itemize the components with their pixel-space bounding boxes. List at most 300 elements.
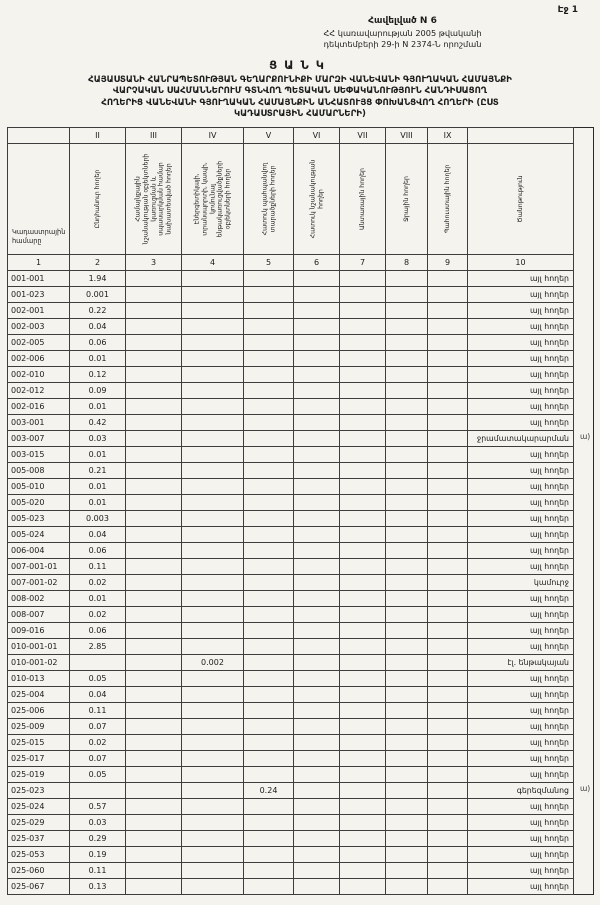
- value-cell: [294, 718, 340, 734]
- column-header-label: Հատուկ նշանակության հողեր: [308, 159, 324, 239]
- value-cell: [340, 878, 386, 894]
- margin-spacer: [574, 270, 594, 286]
- value-cell: [294, 302, 340, 318]
- value-cell: [428, 446, 468, 462]
- value-cell: [428, 414, 468, 430]
- value-cell: [428, 622, 468, 638]
- table-row: [8, 590, 594, 606]
- value-cell: [294, 622, 340, 638]
- value-cell: [340, 446, 386, 462]
- note-cell: այլ հողեր: [468, 766, 574, 782]
- value-cell: [244, 350, 294, 366]
- cadastral-number: 005-010: [8, 478, 70, 494]
- margin-spacer: [574, 654, 594, 670]
- value-cell: [244, 686, 294, 702]
- note-cell: կամուրջ: [468, 574, 574, 590]
- value-cell: [244, 846, 294, 862]
- column-roman-numeral: [468, 127, 574, 143]
- value-cell: 0.06: [70, 622, 126, 638]
- value-cell: 0.01: [70, 590, 126, 606]
- value-cell: [428, 286, 468, 302]
- value-cell: [126, 510, 182, 526]
- value-cell: [294, 670, 340, 686]
- value-cell: [182, 302, 244, 318]
- value-cell: [428, 494, 468, 510]
- value-cell: [126, 366, 182, 382]
- cadastral-number: 025-029: [8, 814, 70, 830]
- value-cell: 0.42: [70, 414, 126, 430]
- value-cell: [428, 542, 468, 558]
- margin-spacer: [574, 686, 594, 702]
- column-roman-numeral: [8, 127, 70, 143]
- value-cell: [386, 366, 428, 382]
- table-row: [8, 302, 594, 318]
- value-cell: [386, 430, 428, 446]
- value-cell: [340, 750, 386, 766]
- value-cell: [428, 830, 468, 846]
- value-cell: 0.06: [70, 542, 126, 558]
- margin-spacer: [574, 558, 594, 574]
- table-row: [8, 638, 594, 654]
- value-cell: [244, 270, 294, 286]
- value-cell: [294, 366, 340, 382]
- cadastral-number: 002-010: [8, 366, 70, 382]
- value-cell: [244, 334, 294, 350]
- cadastral-number: 010-001-01: [8, 638, 70, 654]
- value-cell: [340, 350, 386, 366]
- column-number: 3: [126, 254, 182, 270]
- note-cell: այլ հողեր: [468, 366, 574, 382]
- value-cell: [182, 766, 244, 782]
- value-cell: [126, 622, 182, 638]
- cadastral-number: 007-001-01: [8, 558, 70, 574]
- value-cell: [340, 798, 386, 814]
- value-cell: [294, 798, 340, 814]
- value-cell: [244, 622, 294, 638]
- value-cell: 0.002: [182, 654, 244, 670]
- value-cell: [126, 350, 182, 366]
- note-cell: այլ հողեր: [468, 558, 574, 574]
- value-cell: 0.13: [70, 878, 126, 894]
- value-cell: [182, 798, 244, 814]
- table-row: [8, 270, 594, 286]
- value-cell: [428, 318, 468, 334]
- table-row: [8, 350, 594, 366]
- value-cell: [386, 702, 428, 718]
- value-cell: 0.01: [70, 350, 126, 366]
- value-cell: [386, 878, 428, 894]
- cadastral-number: 009-016: [8, 622, 70, 638]
- value-cell: [294, 686, 340, 702]
- value-cell: [126, 830, 182, 846]
- margin-spacer: [574, 334, 594, 350]
- table-row: [8, 654, 594, 670]
- value-cell: [428, 382, 468, 398]
- cadastral-number: 002-012: [8, 382, 70, 398]
- value-cell: [244, 558, 294, 574]
- value-cell: 0.02: [70, 574, 126, 590]
- value-cell: 0.03: [70, 430, 126, 446]
- value-cell: [386, 718, 428, 734]
- column-number: 9: [428, 254, 468, 270]
- value-cell: [244, 702, 294, 718]
- value-cell: [428, 462, 468, 478]
- value-cell: [126, 750, 182, 766]
- value-cell: [126, 878, 182, 894]
- value-cell: [244, 414, 294, 430]
- value-cell: [126, 766, 182, 782]
- cadastral-number: 025-017: [8, 750, 70, 766]
- note-cell: այլ հողեր: [468, 318, 574, 334]
- value-cell: [340, 494, 386, 510]
- value-cell: [340, 574, 386, 590]
- value-cell: [428, 814, 468, 830]
- cadastral-number: 006-004: [8, 542, 70, 558]
- value-cell: [428, 734, 468, 750]
- value-cell: [386, 686, 428, 702]
- value-cell: [126, 846, 182, 862]
- value-cell: [340, 366, 386, 382]
- value-cell: [340, 510, 386, 526]
- value-cell: [126, 718, 182, 734]
- cadastral-number: 008-002: [8, 590, 70, 606]
- roman-numeral-row: [8, 127, 594, 143]
- value-cell: [244, 430, 294, 446]
- value-cell: [428, 878, 468, 894]
- note-cell: այլ հողեր: [468, 398, 574, 414]
- cadastral-number: 005-020: [8, 494, 70, 510]
- value-cell: [340, 590, 386, 606]
- value-cell: 0.11: [70, 702, 126, 718]
- cadastral-number: 003-015: [8, 446, 70, 462]
- value-cell: [386, 270, 428, 286]
- value-cell: [126, 446, 182, 462]
- cadastral-number: 025-037: [8, 830, 70, 846]
- value-cell: [386, 334, 428, 350]
- value-cell: [294, 494, 340, 510]
- table-row: [8, 430, 594, 446]
- value-cell: [126, 702, 182, 718]
- cadastral-number: 025-009: [8, 718, 70, 734]
- value-cell: [428, 638, 468, 654]
- value-cell: 0.09: [70, 382, 126, 398]
- value-cell: [294, 878, 340, 894]
- note-cell: այլ հողեր: [468, 542, 574, 558]
- value-cell: 0.05: [70, 670, 126, 686]
- cadastral-number: 008-007: [8, 606, 70, 622]
- margin-spacer: [574, 143, 594, 254]
- value-cell: [340, 526, 386, 542]
- note-cell: այլ հողեր: [468, 414, 574, 430]
- value-cell: [182, 366, 244, 382]
- value-cell: [182, 494, 244, 510]
- value-cell: [428, 526, 468, 542]
- cadastral-number: 002-016: [8, 398, 70, 414]
- margin-spacer: [574, 350, 594, 366]
- cadastral-number: 003-001: [8, 414, 70, 430]
- value-cell: [294, 750, 340, 766]
- value-cell: 0.01: [70, 494, 126, 510]
- cadastral-number: 002-006: [8, 350, 70, 366]
- column-header-label: Անտառային հողեր: [358, 168, 366, 230]
- page-number: Էջ 1: [557, 5, 578, 15]
- note-cell: այլ հողեր: [468, 382, 574, 398]
- value-cell: [182, 846, 244, 862]
- note-cell: այլ հողեր: [468, 590, 574, 606]
- column-roman-numeral: II: [70, 127, 126, 143]
- value-cell: [294, 318, 340, 334]
- note-cell: այլ հողեր: [468, 670, 574, 686]
- value-cell: [294, 702, 340, 718]
- cadastral-number: 025-024: [8, 798, 70, 814]
- column-header: [386, 143, 428, 254]
- value-cell: [340, 302, 386, 318]
- land-table: [7, 127, 594, 895]
- cadastral-number: 025-060: [8, 862, 70, 878]
- cadastral-number: 001-023: [8, 286, 70, 302]
- column-number: 7: [340, 254, 386, 270]
- value-cell: [244, 526, 294, 542]
- value-cell: [386, 862, 428, 878]
- value-cell: [126, 686, 182, 702]
- value-cell: 0.07: [70, 750, 126, 766]
- value-cell: [182, 446, 244, 462]
- value-cell: [340, 478, 386, 494]
- value-cell: [294, 286, 340, 302]
- table-row: [8, 814, 594, 830]
- value-cell: [182, 318, 244, 334]
- value-cell: [428, 766, 468, 782]
- cadastral-number: 005-024: [8, 526, 70, 542]
- table-row: [8, 670, 594, 686]
- table-row: [8, 798, 594, 814]
- value-cell: [182, 590, 244, 606]
- column-header-label: Էներգետիկայի, տրանսպորտի, կապի, կոմունալ ենթակառուցվածքների օբյեկտների հողեր: [193, 160, 232, 238]
- value-cell: [386, 622, 428, 638]
- cadastral-number: 025-067: [8, 878, 70, 894]
- table-row: [8, 382, 594, 398]
- value-cell: [244, 478, 294, 494]
- value-cell: [126, 398, 182, 414]
- value-cell: [182, 526, 244, 542]
- note-cell: այլ հողեր: [468, 862, 574, 878]
- value-cell: [386, 350, 428, 366]
- value-cell: [340, 734, 386, 750]
- value-cell: [294, 462, 340, 478]
- note-cell: այլ հողեր: [468, 286, 574, 302]
- value-cell: [340, 414, 386, 430]
- note-cell: այլ հողեր: [468, 350, 574, 366]
- value-cell: [294, 574, 340, 590]
- column-number: 8: [386, 254, 428, 270]
- note-cell: այլ հողեր: [468, 718, 574, 734]
- margin-spacer: [574, 702, 594, 718]
- value-cell: [386, 494, 428, 510]
- margin-spacer: [574, 366, 594, 382]
- value-cell: [340, 622, 386, 638]
- value-cell: [386, 846, 428, 862]
- value-cell: [126, 334, 182, 350]
- cadastral-number: 025-015: [8, 734, 70, 750]
- value-cell: [340, 702, 386, 718]
- value-cell: [182, 558, 244, 574]
- value-cell: [126, 654, 182, 670]
- margin-spacer: [574, 814, 594, 830]
- value-cell: [182, 350, 244, 366]
- value-cell: [294, 398, 340, 414]
- note-cell: այլ հողեր: [468, 814, 574, 830]
- value-cell: [428, 270, 468, 286]
- column-roman-numeral: VIII: [386, 127, 428, 143]
- value-cell: [244, 398, 294, 414]
- margin-annotation: ա): [580, 432, 591, 441]
- margin-spacer: [574, 750, 594, 766]
- margin-spacer: [574, 718, 594, 734]
- column-roman-numeral: IV: [182, 127, 244, 143]
- value-cell: 0.02: [70, 606, 126, 622]
- note-cell: այլ հողեր: [468, 446, 574, 462]
- value-cell: [340, 670, 386, 686]
- value-cell: 0.04: [70, 526, 126, 542]
- value-cell: 0.06: [70, 334, 126, 350]
- note-cell: այլ հողեր: [468, 846, 574, 862]
- margin-spacer: [574, 830, 594, 846]
- column-header-label: Պահուստային հողեր: [443, 164, 451, 234]
- value-cell: [428, 862, 468, 878]
- value-cell: 2.85: [70, 638, 126, 654]
- table-row: [8, 510, 594, 526]
- note-cell: այլ հողեր: [468, 830, 574, 846]
- column-header: [294, 143, 340, 254]
- cadastral-number: 025-053: [8, 846, 70, 862]
- value-cell: 0.03: [70, 814, 126, 830]
- value-cell: [294, 766, 340, 782]
- margin-spacer: [574, 526, 594, 542]
- value-cell: [126, 478, 182, 494]
- note-cell: այլ հողեր: [468, 478, 574, 494]
- note-cell: այլ հողեր: [468, 606, 574, 622]
- value-cell: [244, 798, 294, 814]
- value-cell: [294, 334, 340, 350]
- value-cell: [428, 558, 468, 574]
- title-line: ԿԱԴԱՍՏՐԱՅԻՆ ՀԱՄԱՐՆԵՐԻ): [234, 109, 366, 120]
- note-cell: այլ հողեր: [468, 494, 574, 510]
- margin-spacer: [574, 590, 594, 606]
- value-cell: [70, 782, 126, 798]
- value-cell: [428, 590, 468, 606]
- value-cell: 1.94: [70, 270, 126, 286]
- value-cell: [244, 862, 294, 878]
- table-row: [8, 526, 594, 542]
- column-number-row: [8, 254, 594, 270]
- value-cell: [182, 542, 244, 558]
- column-header: [340, 143, 386, 254]
- margin-spacer: [574, 574, 594, 590]
- value-cell: [386, 526, 428, 542]
- margin-spacer: [574, 494, 594, 510]
- column-header: [70, 143, 126, 254]
- column-number: 4: [182, 254, 244, 270]
- table-row: [8, 846, 594, 862]
- column-roman-numeral: VI: [294, 127, 340, 143]
- column-roman-numeral: V: [244, 127, 294, 143]
- value-cell: [182, 670, 244, 686]
- value-cell: [126, 590, 182, 606]
- value-cell: [182, 686, 244, 702]
- value-cell: [244, 286, 294, 302]
- value-cell: [428, 750, 468, 766]
- value-cell: [428, 366, 468, 382]
- value-cell: [428, 430, 468, 446]
- value-cell: 0.21: [70, 462, 126, 478]
- margin-spacer: [574, 286, 594, 302]
- cadastral-number: 001-001: [8, 270, 70, 286]
- value-cell: [182, 638, 244, 654]
- value-cell: [428, 350, 468, 366]
- value-cell: [182, 382, 244, 398]
- value-cell: [386, 670, 428, 686]
- note-cell: էլ. ենթակայան: [468, 654, 574, 670]
- value-cell: [244, 302, 294, 318]
- note-cell: այլ հողեր: [468, 462, 574, 478]
- value-cell: [386, 590, 428, 606]
- value-cell: [126, 526, 182, 542]
- table-row: [8, 606, 594, 622]
- value-cell: [386, 750, 428, 766]
- table-row: [8, 702, 594, 718]
- margin-spacer: [574, 510, 594, 526]
- value-cell: [428, 654, 468, 670]
- value-cell: [294, 430, 340, 446]
- note-cell: այլ հողեր: [468, 798, 574, 814]
- margin-spacer: [574, 878, 594, 894]
- cadastral-number: 005-023: [8, 510, 70, 526]
- value-cell: [70, 654, 126, 670]
- value-cell: [386, 814, 428, 830]
- cadastral-number: 025-019: [8, 766, 70, 782]
- margin-spacer: [574, 846, 594, 862]
- value-cell: [340, 654, 386, 670]
- value-cell: [126, 302, 182, 318]
- value-cell: [340, 766, 386, 782]
- value-cell: [182, 734, 244, 750]
- value-cell: 0.01: [70, 478, 126, 494]
- value-cell: [244, 766, 294, 782]
- value-cell: [126, 798, 182, 814]
- value-cell: [126, 558, 182, 574]
- column-header-label: Ջրային հողեր: [402, 176, 410, 222]
- annex-line: ՀՀ կառավարության 2005 թվականի: [323, 27, 482, 38]
- value-cell: 0.19: [70, 846, 126, 862]
- column-roman-numeral: [574, 127, 594, 143]
- value-cell: [182, 718, 244, 734]
- value-cell: [126, 286, 182, 302]
- value-cell: 0.11: [70, 862, 126, 878]
- annex-block: [235, 15, 570, 51]
- value-cell: [428, 846, 468, 862]
- value-cell: 0.04: [70, 318, 126, 334]
- value-cell: [386, 510, 428, 526]
- table-row: [8, 414, 594, 430]
- cadastral-number: 003-007: [8, 430, 70, 446]
- value-cell: [294, 270, 340, 286]
- column-header: [468, 143, 574, 254]
- value-cell: [428, 782, 468, 798]
- value-cell: [386, 302, 428, 318]
- column-number: 6: [294, 254, 340, 270]
- table-row: [8, 398, 594, 414]
- value-cell: 0.01: [70, 398, 126, 414]
